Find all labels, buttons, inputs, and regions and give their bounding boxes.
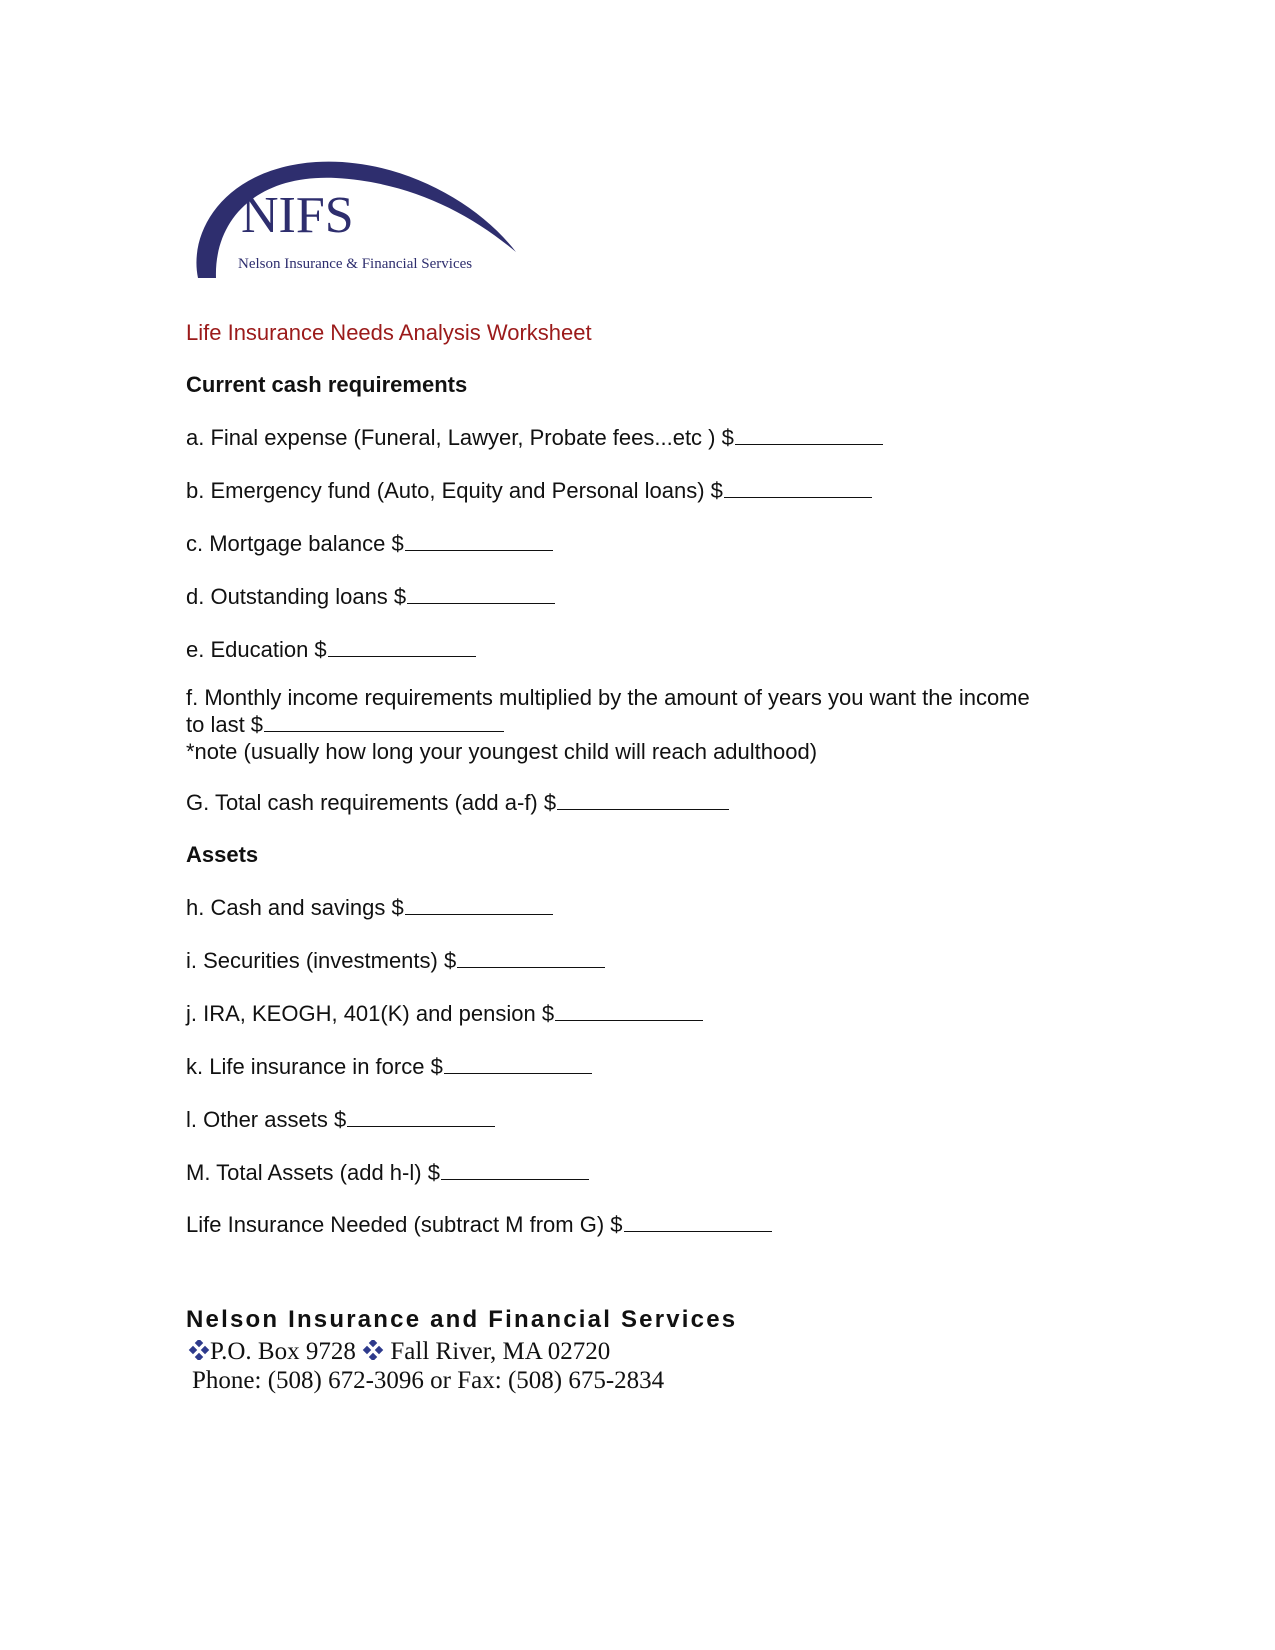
field-monthly-income: [186, 684, 1066, 765]
outstanding-loans-blank[interactable]: [407, 583, 555, 604]
field-life-insurance-force: [186, 1053, 592, 1081]
diamond-bullet-icon: [362, 1340, 384, 1360]
total-cash-blank[interactable]: [557, 789, 729, 810]
field-cash-savings: [186, 894, 553, 922]
footer-po-box: P.O. Box 9728: [210, 1338, 356, 1365]
assets-heading: Assets: [186, 842, 259, 867]
monthly-income-line1: f. Monthly income requirements multiplied by the amount of years you want the income: [186, 685, 1030, 710]
field-other-assets: [186, 1106, 495, 1134]
field-emergency-fund: [186, 477, 872, 505]
monthly-income-line2: [186, 711, 1066, 738]
field-final-expense-label: a. Final expense (Funeral, Lawyer, Probate fees...etc ) $: [186, 425, 734, 450]
field-securities: [186, 947, 605, 975]
field-retirement-label: j. IRA, KEOGH, 401(K) and pension $: [186, 1001, 555, 1026]
insurance-needed-blank[interactable]: [624, 1211, 772, 1232]
other-assets-blank[interactable]: [347, 1106, 495, 1127]
field-other-assets-label: l. Other assets $: [186, 1107, 347, 1132]
field-mortgage-balance-label: c. Mortgage balance $: [186, 531, 404, 556]
field-outstanding-loans: [186, 583, 555, 611]
logo-graphic: [186, 160, 526, 290]
diamond-bullet-icon: [188, 1340, 210, 1360]
logo-acronym: NIFS: [241, 187, 354, 244]
field-insurance-needed: [186, 1211, 772, 1239]
monthly-income-note: *note (usually how long your youngest child will reach adulthood): [186, 739, 818, 764]
company-logo: [186, 160, 526, 290]
field-education-label: e. Education $: [186, 637, 327, 662]
emergency-fund-blank[interactable]: [724, 477, 872, 498]
field-life-insurance-force-label: k. Life insurance in force $: [186, 1054, 443, 1079]
field-total-assets: [186, 1159, 589, 1187]
life-insurance-force-blank[interactable]: [444, 1053, 592, 1074]
field-total-cash: [186, 789, 729, 817]
current-cash-heading: Current cash requirements: [186, 372, 468, 397]
cash-savings-blank[interactable]: [405, 894, 553, 915]
field-education: [186, 636, 476, 664]
field-cash-savings-label: h. Cash and savings $: [186, 895, 404, 920]
field-securities-label: i. Securities (investments) $: [186, 948, 457, 973]
monthly-income-blank[interactable]: [264, 711, 504, 732]
retirement-blank[interactable]: [555, 1000, 703, 1021]
field-total-cash-label: G. Total cash requirements (add a-f) $: [186, 790, 557, 815]
field-total-assets-label: M. Total Assets (add h-l) $: [186, 1160, 440, 1185]
footer-company-name: Nelson Insurance and Financial Services: [186, 1306, 738, 1333]
monthly-income-line2-label: to last $: [186, 712, 264, 737]
worksheet-title: Life Insurance Needs Analysis Worksheet: [186, 320, 592, 345]
footer-phone: Phone: (508) 672-3096 or Fax: (508) 675-2834: [192, 1367, 665, 1394]
field-emergency-fund-label: b. Emergency fund (Auto, Equity and Personal loans) $: [186, 478, 723, 503]
education-blank[interactable]: [328, 636, 476, 657]
field-outstanding-loans-label: d. Outstanding loans $: [186, 584, 407, 609]
total-assets-blank[interactable]: [441, 1159, 589, 1180]
field-insurance-needed-label: Life Insurance Needed (subtract M from G) $: [186, 1212, 623, 1237]
field-mortgage-balance: [186, 530, 553, 558]
field-final-expense: [186, 424, 883, 452]
securities-blank[interactable]: [457, 947, 605, 968]
final-expense-blank[interactable]: [735, 424, 883, 445]
mortgage-balance-blank[interactable]: [405, 530, 553, 551]
logo-tagline: Nelson Insurance & Financial Services: [238, 256, 473, 272]
field-retirement: [186, 1000, 703, 1028]
footer-city: Fall River, MA 02720: [390, 1338, 611, 1365]
footer-address: [188, 1338, 610, 1366]
